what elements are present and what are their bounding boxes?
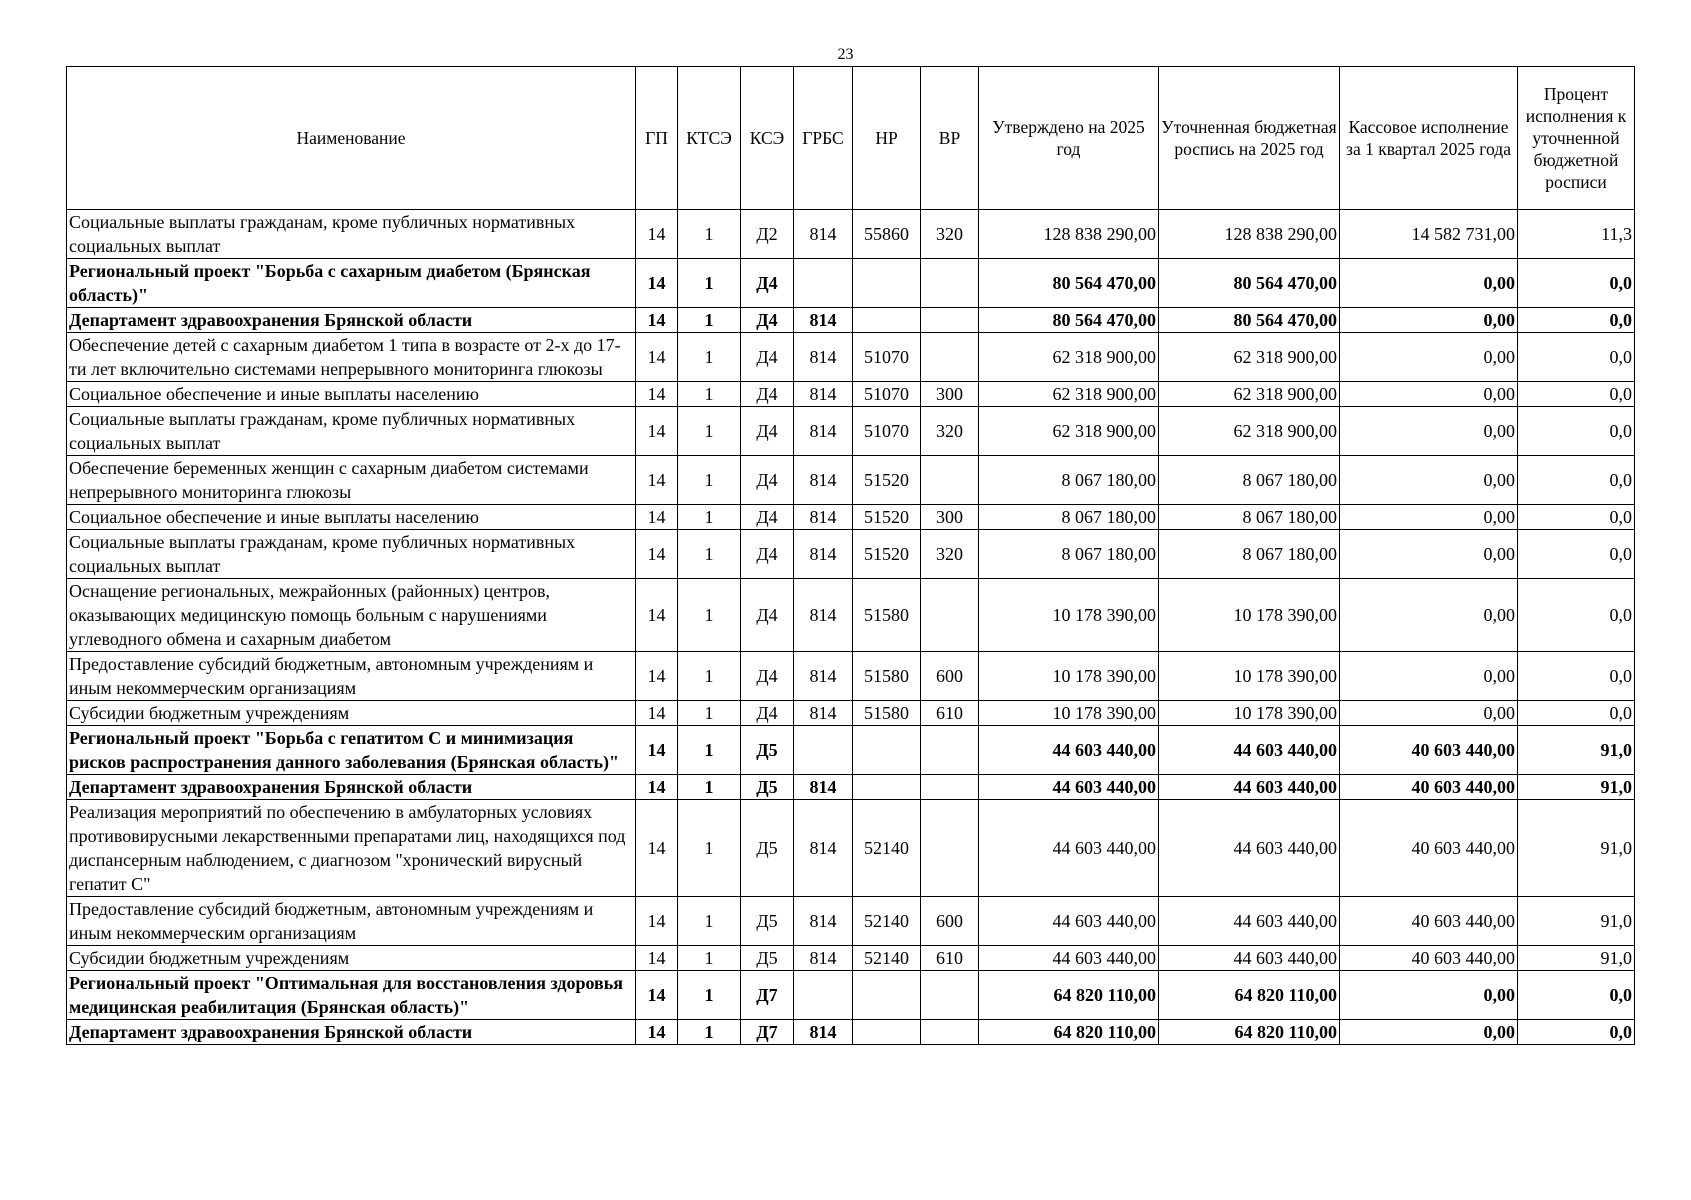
- cell-approved: 8 067 180,00: [979, 530, 1159, 579]
- cell-vr: [921, 800, 979, 897]
- cell-percent: 0,0: [1518, 652, 1635, 701]
- header-ktse: КТСЭ: [678, 67, 741, 210]
- cell-refined: 80 564 470,00: [1159, 308, 1340, 333]
- cell-nr: 51070: [853, 333, 921, 382]
- cell-gp: 14: [636, 505, 678, 530]
- cell-vr: [921, 1020, 979, 1045]
- cell-refined: 64 820 110,00: [1159, 1020, 1340, 1045]
- cell-ktse: 1: [678, 407, 741, 456]
- cell-approved: 44 603 440,00: [979, 775, 1159, 800]
- cell-gp: 14: [636, 456, 678, 505]
- cell-nr: 51520: [853, 456, 921, 505]
- cell-ktse: 1: [678, 652, 741, 701]
- cell-name: Социальное обеспечение и иные выплаты населению: [67, 505, 636, 530]
- cell-refined: 8 067 180,00: [1159, 505, 1340, 530]
- cell-cash: 0,00: [1340, 456, 1518, 505]
- cell-kse: Д4: [741, 308, 794, 333]
- cell-approved: 10 178 390,00: [979, 652, 1159, 701]
- cell-ktse: 1: [678, 971, 741, 1020]
- cell-nr: 55860: [853, 210, 921, 259]
- table-row: [67, 1020, 1635, 1045]
- cell-approved: 10 178 390,00: [979, 579, 1159, 652]
- cell-percent: 91,0: [1518, 726, 1635, 775]
- cell-name: Департамент здравоохранения Брянской области: [67, 308, 636, 333]
- cell-nr: 52140: [853, 897, 921, 946]
- table-row: [67, 530, 1635, 579]
- cell-vr: [921, 456, 979, 505]
- table-header: [67, 67, 1635, 210]
- cell-grbs: 814: [794, 505, 853, 530]
- cell-percent: 0,0: [1518, 456, 1635, 505]
- cell-nr: 52140: [853, 800, 921, 897]
- cell-percent: 0,0: [1518, 701, 1635, 726]
- cell-refined: 64 820 110,00: [1159, 971, 1340, 1020]
- cell-vr: [921, 308, 979, 333]
- cell-grbs: 814: [794, 333, 853, 382]
- cell-name: Предоставление субсидий бюджетным, автономным учреждениям и иным некоммерческим организациям: [67, 652, 636, 701]
- table-row: [67, 946, 1635, 971]
- cell-kse: Д4: [741, 259, 794, 308]
- cell-percent: 91,0: [1518, 775, 1635, 800]
- cell-percent: 91,0: [1518, 946, 1635, 971]
- cell-refined: 80 564 470,00: [1159, 259, 1340, 308]
- cell-cash: 14 582 731,00: [1340, 210, 1518, 259]
- cell-grbs: 814: [794, 800, 853, 897]
- table-body: [67, 210, 1635, 1045]
- cell-percent: 0,0: [1518, 259, 1635, 308]
- cell-nr: 51070: [853, 382, 921, 407]
- table-row: [67, 308, 1635, 333]
- cell-kse: Д5: [741, 726, 794, 775]
- cell-kse: Д4: [741, 701, 794, 726]
- cell-vr: [921, 259, 979, 308]
- table-row: [67, 897, 1635, 946]
- cell-vr: [921, 726, 979, 775]
- cell-cash: 0,00: [1340, 579, 1518, 652]
- cell-ktse: 1: [678, 1020, 741, 1045]
- cell-refined: 62 318 900,00: [1159, 333, 1340, 382]
- cell-refined: 10 178 390,00: [1159, 579, 1340, 652]
- cell-approved: 8 067 180,00: [979, 505, 1159, 530]
- cell-percent: 0,0: [1518, 579, 1635, 652]
- cell-vr: 600: [921, 652, 979, 701]
- cell-approved: 80 564 470,00: [979, 259, 1159, 308]
- cell-kse: Д4: [741, 652, 794, 701]
- cell-kse: Д5: [741, 775, 794, 800]
- cell-approved: 80 564 470,00: [979, 308, 1159, 333]
- cell-ktse: 1: [678, 579, 741, 652]
- cell-grbs: 814: [794, 775, 853, 800]
- table-row: [67, 775, 1635, 800]
- cell-grbs: [794, 971, 853, 1020]
- cell-name: Социальные выплаты гражданам, кроме публичных нормативных социальных выплат: [67, 530, 636, 579]
- cell-vr: 610: [921, 946, 979, 971]
- cell-nr: 51580: [853, 579, 921, 652]
- cell-grbs: 814: [794, 701, 853, 726]
- cell-percent: 0,0: [1518, 505, 1635, 530]
- cell-gp: 14: [636, 897, 678, 946]
- cell-gp: 14: [636, 333, 678, 382]
- cell-kse: Д4: [741, 333, 794, 382]
- cell-gp: 14: [636, 701, 678, 726]
- cell-kse: Д4: [741, 505, 794, 530]
- cell-kse: Д2: [741, 210, 794, 259]
- table-row: [67, 456, 1635, 505]
- cell-grbs: 814: [794, 382, 853, 407]
- cell-grbs: 814: [794, 652, 853, 701]
- cell-grbs: [794, 726, 853, 775]
- cell-cash: 40 603 440,00: [1340, 897, 1518, 946]
- cell-kse: Д4: [741, 579, 794, 652]
- cell-vr: [921, 775, 979, 800]
- cell-gp: 14: [636, 800, 678, 897]
- cell-name: Предоставление субсидий бюджетным, автономным учреждениям и иным некоммерческим организациям: [67, 897, 636, 946]
- cell-cash: 0,00: [1340, 308, 1518, 333]
- cell-refined: 128 838 290,00: [1159, 210, 1340, 259]
- header-grbs: ГРБС: [794, 67, 853, 210]
- cell-ktse: 1: [678, 259, 741, 308]
- cell-gp: 14: [636, 259, 678, 308]
- cell-gp: 14: [636, 946, 678, 971]
- cell-vr: [921, 971, 979, 1020]
- cell-name: Департамент здравоохранения Брянской области: [67, 775, 636, 800]
- cell-percent: 91,0: [1518, 800, 1635, 897]
- cell-ktse: 1: [678, 775, 741, 800]
- cell-ktse: 1: [678, 726, 741, 775]
- cell-approved: 44 603 440,00: [979, 946, 1159, 971]
- cell-grbs: 814: [794, 579, 853, 652]
- cell-ktse: 1: [678, 382, 741, 407]
- cell-gp: 14: [636, 775, 678, 800]
- cell-kse: Д5: [741, 946, 794, 971]
- cell-nr: [853, 971, 921, 1020]
- cell-vr: [921, 579, 979, 652]
- cell-name: Обеспечение детей с сахарным диабетом 1 типа в возрасте от 2-х до 17-ти лет включительно системами непрерывного мониторинга глюкозы: [67, 333, 636, 382]
- cell-refined: 44 603 440,00: [1159, 800, 1340, 897]
- cell-approved: 44 603 440,00: [979, 897, 1159, 946]
- cell-nr: 51070: [853, 407, 921, 456]
- cell-gp: 14: [636, 530, 678, 579]
- cell-vr: 320: [921, 210, 979, 259]
- table-row: [67, 382, 1635, 407]
- cell-refined: 8 067 180,00: [1159, 456, 1340, 505]
- cell-nr: 51520: [853, 505, 921, 530]
- cell-percent: 0,0: [1518, 308, 1635, 333]
- cell-nr: 51580: [853, 652, 921, 701]
- cell-name: Региональный проект "Оптимальная для восстановления здоровья медицинская реабилитация (Брянская область)": [67, 971, 636, 1020]
- cell-cash: 0,00: [1340, 701, 1518, 726]
- cell-cash: 0,00: [1340, 530, 1518, 579]
- cell-gp: 14: [636, 308, 678, 333]
- cell-nr: [853, 259, 921, 308]
- cell-nr: 51580: [853, 701, 921, 726]
- header-cash: Кассовое исполнение за 1 квартал 2025 года: [1340, 67, 1518, 210]
- cell-refined: 44 603 440,00: [1159, 897, 1340, 946]
- table-row: [67, 210, 1635, 259]
- cell-kse: Д5: [741, 800, 794, 897]
- cell-name: Субсидии бюджетным учреждениям: [67, 701, 636, 726]
- header-percent: Процент исполнения к уточненной бюджетной росписи: [1518, 67, 1635, 210]
- cell-kse: Д4: [741, 456, 794, 505]
- header-kse: КСЭ: [741, 67, 794, 210]
- cell-nr: [853, 726, 921, 775]
- cell-refined: 8 067 180,00: [1159, 530, 1340, 579]
- cell-refined: 62 318 900,00: [1159, 407, 1340, 456]
- cell-name: Социальные выплаты гражданам, кроме публичных нормативных социальных выплат: [67, 210, 636, 259]
- cell-cash: 0,00: [1340, 971, 1518, 1020]
- cell-name: Региональный проект "Борьба с сахарным диабетом (Брянская область)": [67, 259, 636, 308]
- cell-kse: Д7: [741, 971, 794, 1020]
- cell-grbs: 814: [794, 407, 853, 456]
- cell-grbs: 814: [794, 456, 853, 505]
- cell-percent: 91,0: [1518, 897, 1635, 946]
- cell-percent: 0,0: [1518, 382, 1635, 407]
- table-row: [67, 726, 1635, 775]
- cell-gp: 14: [636, 652, 678, 701]
- cell-cash: 0,00: [1340, 333, 1518, 382]
- cell-percent: 0,0: [1518, 1020, 1635, 1045]
- cell-ktse: 1: [678, 308, 741, 333]
- cell-cash: 0,00: [1340, 407, 1518, 456]
- cell-nr: [853, 775, 921, 800]
- cell-ktse: 1: [678, 701, 741, 726]
- cell-refined: 10 178 390,00: [1159, 701, 1340, 726]
- header-name: Наименование: [67, 67, 636, 210]
- cell-ktse: 1: [678, 800, 741, 897]
- table-row: [67, 971, 1635, 1020]
- cell-approved: 10 178 390,00: [979, 701, 1159, 726]
- cell-vr: 610: [921, 701, 979, 726]
- cell-cash: 0,00: [1340, 382, 1518, 407]
- cell-vr: 320: [921, 530, 979, 579]
- cell-percent: 0,0: [1518, 333, 1635, 382]
- cell-kse: Д4: [741, 530, 794, 579]
- cell-grbs: 814: [794, 210, 853, 259]
- cell-refined: 44 603 440,00: [1159, 946, 1340, 971]
- cell-kse: Д4: [741, 407, 794, 456]
- cell-percent: 0,0: [1518, 971, 1635, 1020]
- cell-name: Оснащение региональных, межрайонных (районных) центров, оказывающих медицинскую помощь больным с нарушениями углеводного обмена и сахарным диабетом: [67, 579, 636, 652]
- cell-kse: Д5: [741, 897, 794, 946]
- cell-ktse: 1: [678, 897, 741, 946]
- table-row: [67, 800, 1635, 897]
- cell-percent: 0,0: [1518, 530, 1635, 579]
- cell-vr: 300: [921, 382, 979, 407]
- cell-grbs: 814: [794, 530, 853, 579]
- cell-kse: Д4: [741, 382, 794, 407]
- cell-nr: [853, 308, 921, 333]
- cell-cash: 0,00: [1340, 505, 1518, 530]
- cell-nr: 52140: [853, 946, 921, 971]
- cell-cash: 40 603 440,00: [1340, 800, 1518, 897]
- table-row: [67, 259, 1635, 308]
- cell-grbs: 814: [794, 308, 853, 333]
- cell-name: Социальные выплаты гражданам, кроме публичных нормативных социальных выплат: [67, 407, 636, 456]
- cell-nr: [853, 1020, 921, 1045]
- cell-name: Обеспечение беременных женщин с сахарным диабетом системами непрерывного мониторинга глюкозы: [67, 456, 636, 505]
- cell-vr: 300: [921, 505, 979, 530]
- cell-gp: 14: [636, 382, 678, 407]
- cell-refined: 62 318 900,00: [1159, 382, 1340, 407]
- header-nr: НР: [853, 67, 921, 210]
- cell-approved: 44 603 440,00: [979, 726, 1159, 775]
- cell-refined: 44 603 440,00: [1159, 775, 1340, 800]
- cell-cash: 0,00: [1340, 259, 1518, 308]
- cell-name: Реализация мероприятий по обеспечению в амбулаторных условиях противовирусными лекарственными препаратами лиц, находящихся под диспансерным наблюдением, с диагнозом "хронический вирусный гепатит С": [67, 800, 636, 897]
- table-row: [67, 579, 1635, 652]
- cell-grbs: [794, 259, 853, 308]
- cell-approved: 64 820 110,00: [979, 971, 1159, 1020]
- table-row: [67, 407, 1635, 456]
- cell-kse: Д7: [741, 1020, 794, 1045]
- cell-gp: 14: [636, 210, 678, 259]
- cell-ktse: 1: [678, 210, 741, 259]
- cell-gp: 14: [636, 726, 678, 775]
- cell-approved: 8 067 180,00: [979, 456, 1159, 505]
- page-number: 23: [837, 46, 854, 63]
- budget-table: [66, 66, 1635, 1045]
- cell-vr: [921, 333, 979, 382]
- cell-name: Региональный проект "Борьба с гепатитом С и минимизация рисков распространения данного заболевания (Брянская область)": [67, 726, 636, 775]
- cell-cash: 40 603 440,00: [1340, 726, 1518, 775]
- cell-name: Департамент здравоохранения Брянской области: [67, 1020, 636, 1045]
- cell-approved: 64 820 110,00: [979, 1020, 1159, 1045]
- table-row: [67, 333, 1635, 382]
- cell-gp: 14: [636, 407, 678, 456]
- cell-percent: 0,0: [1518, 407, 1635, 456]
- cell-ktse: 1: [678, 456, 741, 505]
- cell-gp: 14: [636, 579, 678, 652]
- cell-gp: 14: [636, 1020, 678, 1045]
- cell-approved: 62 318 900,00: [979, 382, 1159, 407]
- cell-refined: 44 603 440,00: [1159, 726, 1340, 775]
- cell-ktse: 1: [678, 530, 741, 579]
- cell-ktse: 1: [678, 946, 741, 971]
- cell-name: Социальное обеспечение и иные выплаты населению: [67, 382, 636, 407]
- cell-approved: 128 838 290,00: [979, 210, 1159, 259]
- cell-nr: 51520: [853, 530, 921, 579]
- cell-refined: 10 178 390,00: [1159, 652, 1340, 701]
- cell-grbs: 814: [794, 946, 853, 971]
- cell-vr: 320: [921, 407, 979, 456]
- header-approved: Утверждено на 2025 год: [979, 67, 1159, 210]
- cell-grbs: 814: [794, 1020, 853, 1045]
- cell-percent: 11,3: [1518, 210, 1635, 259]
- cell-ktse: 1: [678, 333, 741, 382]
- cell-cash: 40 603 440,00: [1340, 775, 1518, 800]
- cell-cash: 0,00: [1340, 1020, 1518, 1045]
- cell-grbs: 814: [794, 897, 853, 946]
- cell-cash: 0,00: [1340, 652, 1518, 701]
- cell-gp: 14: [636, 971, 678, 1020]
- header-refined: Уточненная бюджетная роспись на 2025 год: [1159, 67, 1340, 210]
- cell-approved: 44 603 440,00: [979, 800, 1159, 897]
- header-vr: ВР: [921, 67, 979, 210]
- table-row: [67, 701, 1635, 726]
- table-row: [67, 652, 1635, 701]
- cell-ktse: 1: [678, 505, 741, 530]
- header-gp: ГП: [636, 67, 678, 210]
- cell-name: Субсидии бюджетным учреждениям: [67, 946, 636, 971]
- cell-approved: 62 318 900,00: [979, 333, 1159, 382]
- cell-vr: 600: [921, 897, 979, 946]
- cell-approved: 62 318 900,00: [979, 407, 1159, 456]
- table-row: [67, 505, 1635, 530]
- cell-cash: 40 603 440,00: [1340, 946, 1518, 971]
